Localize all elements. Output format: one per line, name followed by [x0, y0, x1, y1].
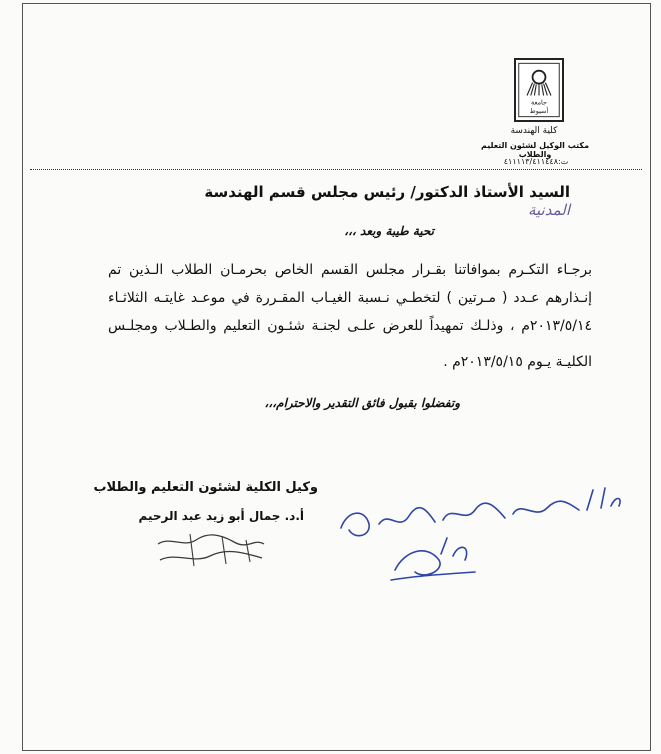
greeting: تحية طيبة وبعد ،،، [344, 224, 434, 238]
handwritten-signature-left [150, 530, 270, 570]
phone-number: ت:٤١١١١٣/٤١١٤٤٨ [503, 157, 569, 166]
signatory-name: أ.د. جمال أبو زيد عبد الرحيم [138, 509, 304, 523]
svg-text:جامعة: جامعة [531, 98, 547, 107]
faculty-name: كلية الهندسة [510, 126, 558, 136]
svg-text:أسيوط: أسيوط [529, 107, 549, 115]
university-logo [514, 58, 564, 122]
body-line-4: الكليـة يـوم ٢٠١٣/٥/١٥م . [443, 354, 592, 370]
body-line-1: برجـاء التكـرم بموافاتنا بقـرار مجلس القسم الخاص بحرمـان الطلاب الـذين تم [108, 262, 592, 278]
header-divider [30, 169, 642, 170]
addressee-handwritten: المدنية [527, 201, 570, 219]
office-name: مكتب الوكيل لشئون التعليم والطلاب [480, 141, 590, 159]
body-line-2: إنـذارهم عـدد ( مـرتين ) لتخطـي نـسبة الغيـاب المقـررة في موعـد غايتـه الثلاثـاء [108, 290, 592, 306]
addressee-line [170, 183, 570, 219]
signatory-title: وكيل الكلية لشئون التعليم والطلاب [93, 480, 318, 495]
body-line-3: ٢٠١٣/٥/١٤م ، وذلـك تمهيداً للعرض علـى لجنـة شئـون التعليم والطـلاب ومجلـس [108, 318, 592, 334]
handwritten-annotation [335, 480, 625, 590]
university-logo-icon [516, 60, 562, 120]
addressee-text: السيد الأستاذ الدكتور/ رئيس مجلس قسم الهندسة [204, 183, 570, 201]
closing: وتفضلوا بقبول فائق التقدير والاحترام،،، [264, 396, 460, 410]
